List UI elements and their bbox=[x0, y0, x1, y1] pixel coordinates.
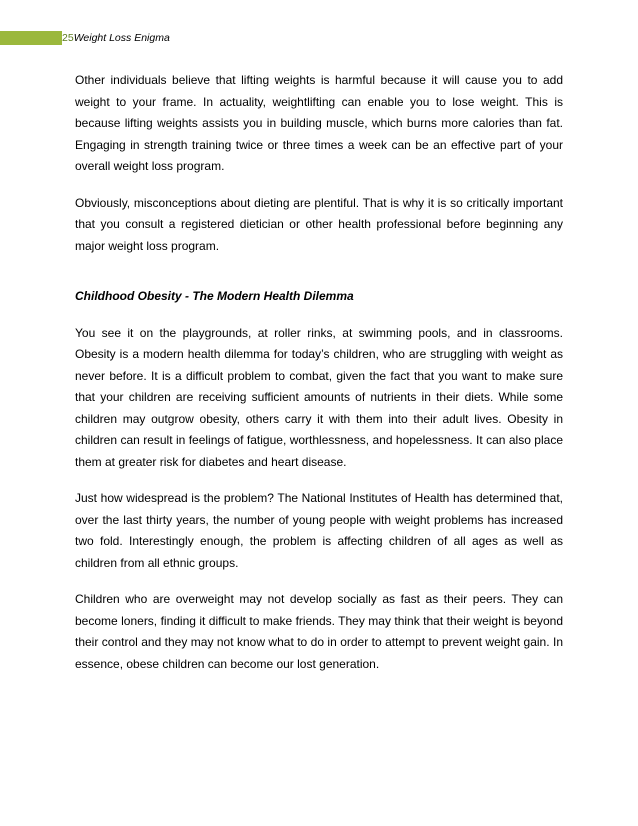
page-body bbox=[75, 70, 563, 690]
page-header bbox=[62, 30, 170, 46]
book-title: Weight Loss Enigma bbox=[73, 32, 170, 44]
paragraph-widespread: Just how widespread is the problem? The National Institutes of Health has determined that, over the last thirty years, the number of young people with weight problems has increased two fold. Interestingly enough, the problem is affecting children of all ages as well as children from all ethnic groups. bbox=[75, 491, 563, 570]
header-accent-bar bbox=[0, 31, 62, 45]
paragraph-misconceptions: Obviously, misconceptions about dieting are plentiful. That is why it is so critically important that you consult a registered dietician or other health professional before beginning any major weight loss program. bbox=[75, 195, 563, 253]
section-heading: Childhood Obesity - The Modern Health Dilemma bbox=[75, 289, 354, 303]
paragraph-playgrounds: You see it on the playgrounds, at roller rinks, at swimming pools, and in classrooms. Obesity is a modern health dilemma for today’s children, who are struggling with weight as never before. It is a difficult problem to combat, given the fact that you want to make sure that your children are receiving sufficient amounts of nutrients in their diets. While some children may outgrow obesity, others carry it with them into their adult lives. Obesity in children can result in feelings of fatigue, worthlessness, and hopelessness. It can also place them at greater risk for diabetes and heart disease. bbox=[75, 325, 563, 469]
paragraph-weightlifting: Other individuals believe that lifting weights is harmful because it will cause you to add weight to your frame. In actuality, weightlifting can enable you to lose weight. This is because lifting weights assists you in building muscle, which burns more calories than fat. Engaging in strength training twice or three times a week can be an effective part of your overall weight loss program. bbox=[75, 73, 563, 173]
page-number: 25 bbox=[62, 32, 74, 44]
paragraph-social: Children who are overweight may not develop socially as fast as their peers. They can become loners, finding it difficult to make friends. They may think that their weight is beyond their control and they may not know what to do in order to attempt to prevent weight gain. In essence, obese children can become our lost generation. bbox=[75, 592, 563, 671]
